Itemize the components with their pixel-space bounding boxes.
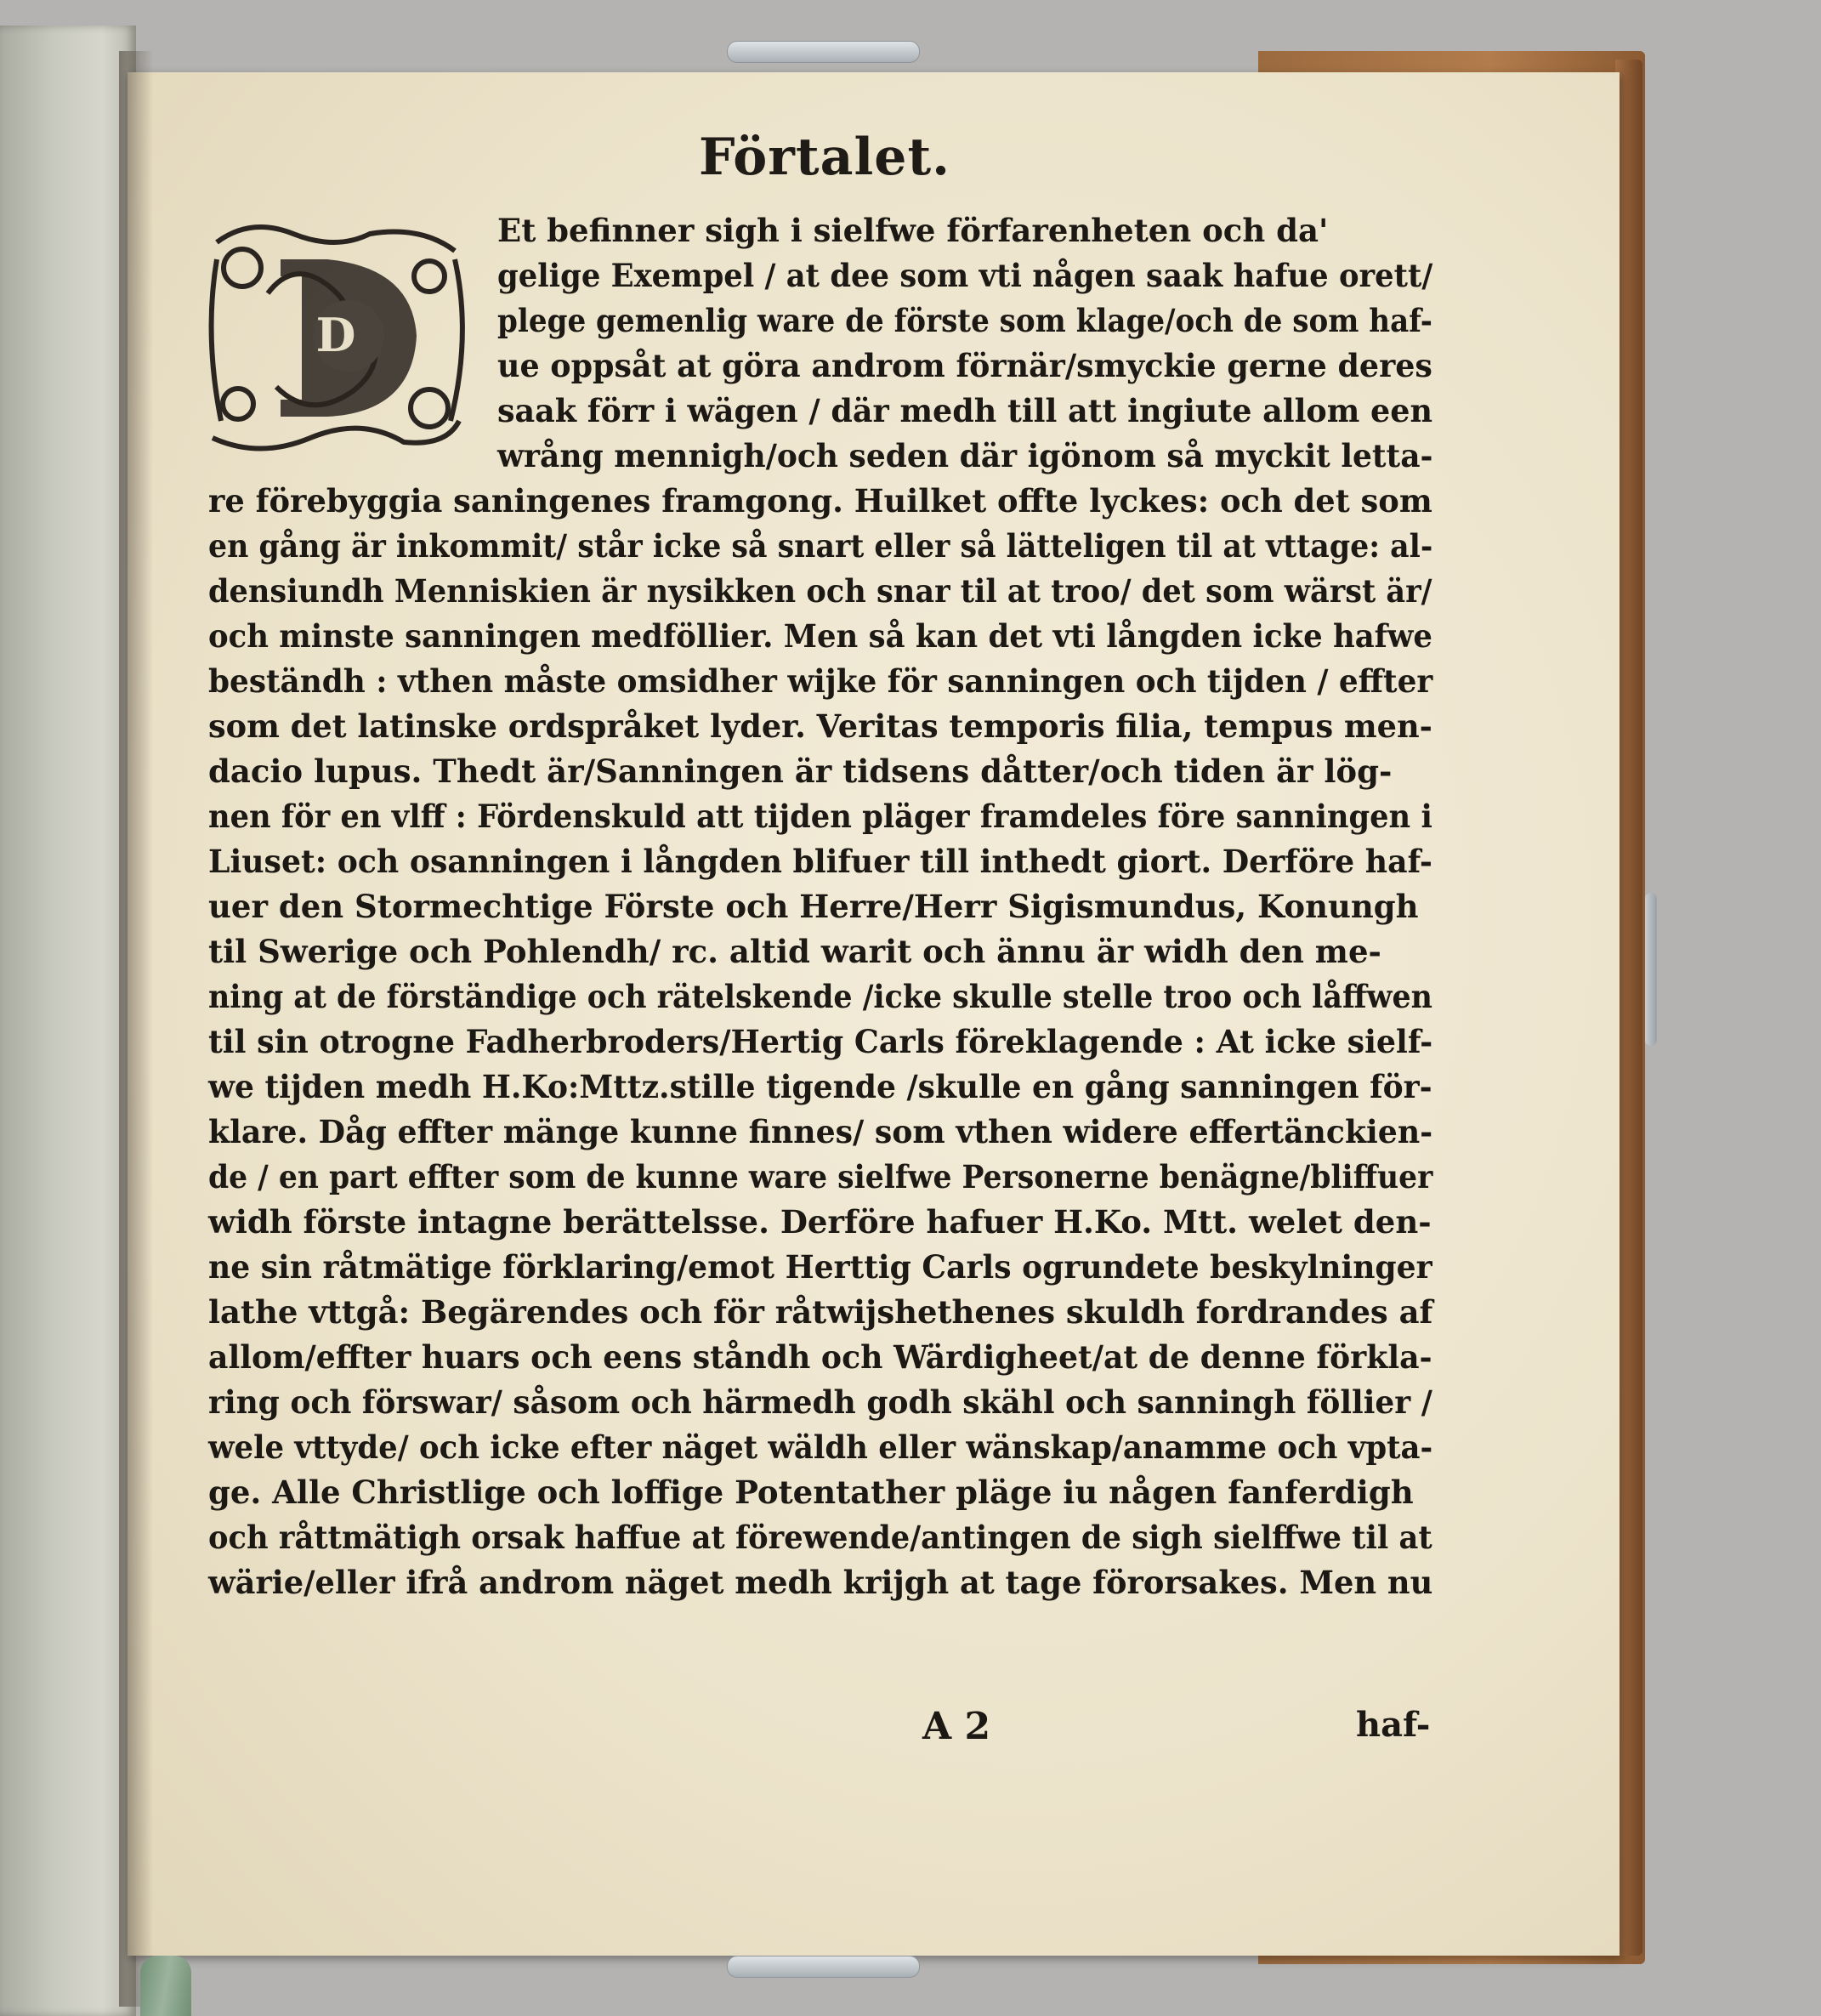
bookmark-ribbon: [140, 1956, 191, 2016]
gutter-shadow: [119, 51, 153, 2007]
text-line: en gång är inkommit/ står icke så snart eller så lätteligen til at vttage: al-: [208, 527, 1433, 565]
text-line: wrång mennigh/och seden där igönom så myckit letta-: [497, 437, 1433, 474]
text-line: til Swerige och Pohlendh/ rc. altid warit och ännu är widh den me-: [208, 933, 1381, 970]
text-line: uer den Stormechtige Förste och Herre/Herr Sigismundus, Konungh: [208, 888, 1419, 925]
text-line: we tijden medh H.Ko:Mttz.stille tigende /skulle en gång sanningen för-: [208, 1068, 1432, 1105]
text-line: Liuset: och osanningen i långden blifuer till inthedt giort. Derföre haf-: [208, 843, 1432, 880]
side-page-clip: [1645, 893, 1657, 1046]
text-line: widh förste intagne berättelsse. Derföre hafuer H.Ko. Mtt. welet den-: [208, 1203, 1432, 1241]
text-line: ning at de förständige och rätelskende /icke skulle stelle troo och låffwen: [208, 978, 1432, 1015]
text-line: ne sin råtmätige förklaring/emot Herttig Carls ogrundete beskylninger: [208, 1248, 1432, 1286]
bottom-page-clip: [727, 1956, 920, 1978]
text-line: dacio lupus. Thedt är/Sanningen är tidsens dåtter/och tiden är lög-: [208, 752, 1393, 790]
text-line: gelige Exempel / at dee som vti någen saak hafue orett/: [497, 257, 1433, 294]
text-line: som det latinske ordspråket lyder. Veritas temporis filia, tempus men-: [208, 707, 1432, 745]
text-line: wärie/eller ifrå androm näget medh krijgh at tage förorsakes. Men nu: [208, 1564, 1433, 1601]
text-line: nen för en vlff : Fördenskuld att tijden pläger framdeles före sanningen i: [208, 798, 1432, 835]
decorated-initial-d: [200, 208, 472, 463]
text-line: och minste sanningen medföllier. Men så kan det vti långden icke hafwe: [208, 617, 1432, 655]
text-line: Et befinner sigh i sielfwe förfarenheten och da': [497, 212, 1329, 249]
text-line: lathe vttgå: Begärendes och för råtwijshethenes skuldh fordrandes af: [208, 1293, 1433, 1331]
text-line: allom/effter huars och eens ståndh och Wärdigheet/at de denne förkla-: [208, 1338, 1432, 1376]
text-line: ge. Alle Christlige och loffige Potentather pläge iu någen fanferdigh: [208, 1474, 1414, 1511]
text-line: ue oppsåt at göra androm förnär/smyckie gerne deres: [497, 347, 1432, 384]
initial-letter: D: [315, 308, 356, 362]
signature-mark: A 2: [922, 1705, 991, 1748]
text-line: plege gemenlig ware de förste som klage/och de som haf-: [497, 302, 1432, 339]
text-line: densiundh Menniskien är nysikken och snar til at troo/ det som wärst är/: [208, 572, 1432, 610]
text-line: de / en part effter som de kunne ware sielfwe Personerne benägne/bliffuer: [208, 1158, 1433, 1195]
text-line: beständh : vthen måste omsidher wijke för sanningen och tijden / effter: [208, 662, 1433, 700]
catchword: haf-: [1356, 1705, 1431, 1745]
text-line: och råttmätigh orsak haffue at förewende/antingen de sigh sielffwe til at: [208, 1519, 1432, 1556]
running-head: Förtalet.: [698, 128, 951, 187]
text-line: til sin otrogne Fadherbroders/Hertig Carls föreklagende : At icke sielf-: [208, 1023, 1433, 1060]
left-page-edge: [0, 26, 136, 2016]
text-line: re förebyggia saningenes framgong. Huilket offte lyckes: och det som: [208, 482, 1432, 520]
text-line: ring och förswar/ såsom och härmedh godh skähl och sanningh föllier /: [208, 1383, 1432, 1421]
text-line: wele vttyde/ och icke efter näget wäldh eller wänskap/anamme och vpta-: [208, 1428, 1433, 1466]
text-line: saak förr i wägen / där medh till att ingiute allom een: [497, 392, 1432, 429]
top-page-clip: [727, 41, 920, 63]
text-line: klare. Dåg effter mänge kunne finnes/ som vthen widere effertänckien-: [208, 1113, 1433, 1150]
